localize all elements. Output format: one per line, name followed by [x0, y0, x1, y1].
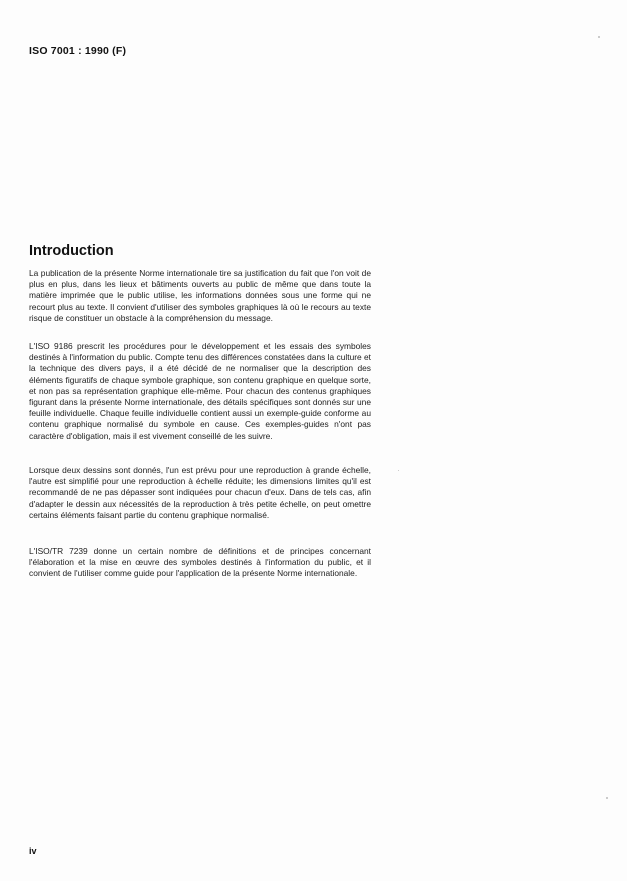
scan-speck	[606, 797, 608, 799]
scan-speck	[598, 36, 600, 38]
paragraph-3: Lorsque deux dessins sont donnés, l'un est prévu pour une reproduction à grande échelle, l'autre est simplifié pour une reproduction à échelle réduite; les dimensions limites qu'il est recommandé de ne pas dépasser sont indiquées pour chacun d'eux. Dans de tels cas, afin d'adapter le dessin aux nécessités de la reproduction à très petite échelle, on peut omettre certains éléments faisant partie du contenu graphique normalisé.	[29, 465, 371, 520]
paragraph-2: L'ISO 9186 prescrit les procédures pour le développement et les essais des symboles destinés à l'information du public. Compte tenu des différences constatées dans la culture et la technique des divers pays, il a été décidé de ne normaliser que la description des éléments figuratifs de chaque symbole graphique, son contenu graphique en quelque sorte, et non pas sa représentation graphique elle-même. Pour chacun des contenus graphiques figurant dans la présente Norme internationale, des détails spécifiques sont donnés sur une feuille individuelle. Chaque feuille individuelle contient aussi un exemple-guide conforme au contenu graphique normalisé du symbole en cause. Ces exemples-guides n'ont pas caractère d'obligation, mais il est vivement conseillé de les suivre.	[29, 341, 371, 441]
paragraph-1: La publication de la présente Norme internationale tire sa justification du fait que l'on voit de plus en plus, dans les lieux et bâtiments ouverts au public de même que dans toute la matière imprimée que le public utilise, les informations données sous une forme qui ne recourt plus au texte. Il convient d'utiliser des symboles graphiques là où le recours au texte risque de constituer un obstacle à la compréhension du message.	[29, 268, 371, 323]
standard-reference: ISO 7001 : 1990 (F)	[29, 45, 127, 57]
scan-speck	[398, 470, 399, 471]
page-number: iv	[29, 846, 37, 856]
paragraph-4: L'ISO/TR 7239 donne un certain nombre de définitions et de principes concernant l'élaboration et la mise en œuvre des symboles destinés à l'information du public, et il convient de l'utiliser comme guide pour l'application de la présente Norme internationale.	[29, 546, 371, 579]
section-title: Introduction	[29, 243, 114, 259]
